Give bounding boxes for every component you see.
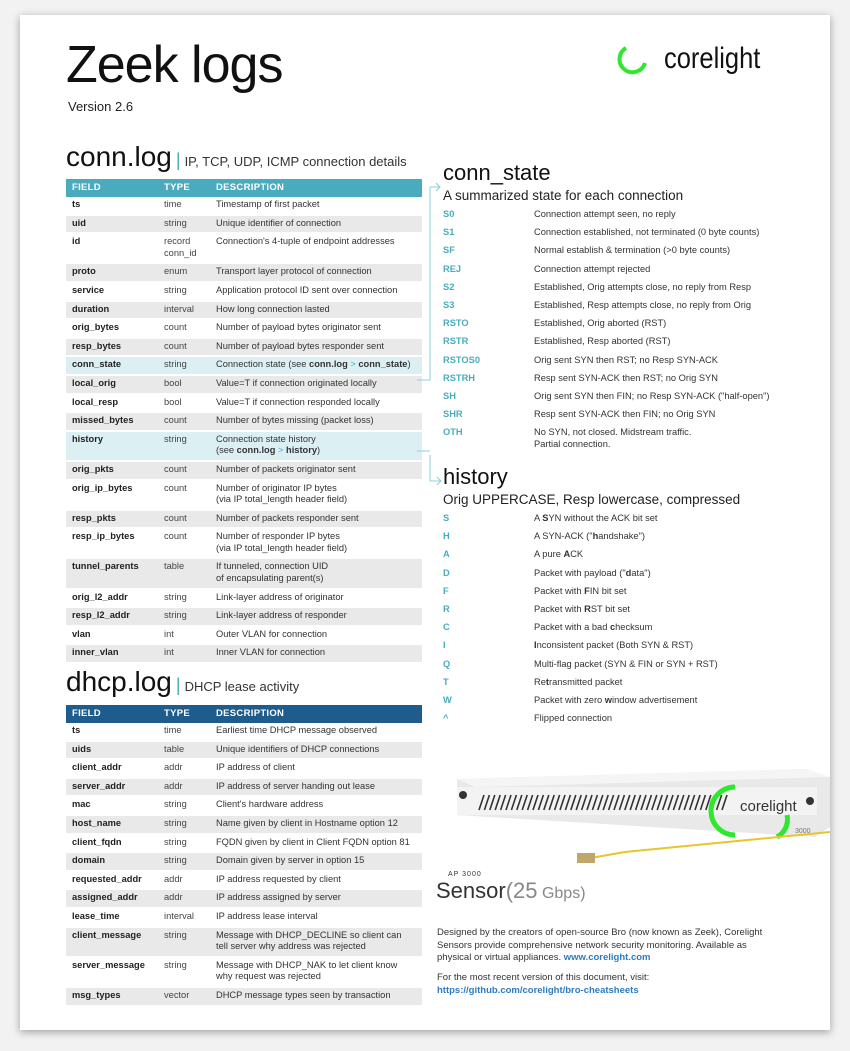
ref-field: conn_state (358, 359, 408, 370)
field-type: count (158, 528, 210, 558)
history-description: A SYN-ACK ("handshake") (534, 531, 645, 542)
table-row (66, 834, 422, 853)
field-name: resp_ip_bytes (66, 528, 158, 558)
field-name: resp_l2_addr (66, 607, 158, 626)
field-name: requested_addr (66, 871, 158, 890)
field-description: IP address of client (210, 759, 422, 778)
table-row (66, 815, 422, 834)
table-row (66, 759, 422, 778)
history-item (443, 639, 823, 657)
table-row (66, 607, 422, 626)
ref-log: conn.log (236, 445, 276, 456)
blurb-text: Designed by the creators of open-source Bro (now known as Zeek), Corelight Sensors provide comprehensive network security monitoring. Available as physical or virtual appliances. (437, 927, 763, 963)
history-section (443, 464, 823, 730)
cheatsheet-page (20, 15, 830, 1030)
field-type: time (158, 197, 210, 215)
field-description: Message with DHCP_DECLINE so client can tell server why address was rejected (210, 927, 422, 957)
history-code: T (443, 676, 449, 687)
divider: | (175, 675, 181, 695)
field-name: service (66, 282, 158, 301)
history-description: Packet with RST bit set (534, 603, 630, 614)
history-item (443, 512, 823, 530)
col-field: FIELD (66, 705, 158, 723)
field-name: client_fqdn (66, 834, 158, 853)
field-type: string (158, 356, 210, 375)
table-row (66, 796, 422, 815)
table-row (66, 778, 422, 797)
field-description: Outer VLAN for connection (210, 626, 422, 645)
history-title: history (443, 464, 508, 489)
table-row (66, 263, 422, 282)
sensor-speed-unit: Gbps) (537, 885, 586, 902)
history-item (443, 585, 823, 603)
mnemonic-letter: I (534, 640, 537, 651)
field-type: string (158, 796, 210, 815)
corelight-logo (616, 42, 777, 76)
ref-arrow: > (275, 445, 287, 456)
version-label: Version 2.6 (68, 99, 134, 114)
state-description: Orig sent SYN then RST; no Resp SYN-ACK (534, 354, 718, 365)
state-code: SF (443, 245, 455, 256)
field-description: Earliest time DHCP message observed (210, 723, 422, 741)
history-code: H (443, 531, 450, 542)
mnemonic-letter: F (584, 585, 590, 596)
conn-state-item (443, 372, 823, 390)
product-blurb (437, 927, 767, 965)
dhcp-log-table (66, 705, 422, 1007)
state-description: Resp sent SYN-ACK then RST; no Orig SYN (534, 372, 718, 383)
device-label: corelight (740, 798, 797, 815)
table-row (66, 871, 422, 890)
connector-lines (415, 155, 445, 475)
field-type: string (158, 815, 210, 834)
state-description: Established, Orig aborted (RST) (534, 318, 667, 329)
table-row (66, 412, 422, 431)
history-item (443, 530, 823, 548)
sensor-appliance-image (435, 757, 830, 869)
field-type: addr (158, 759, 210, 778)
field-type: table (158, 558, 210, 588)
mnemonic-letter: d (625, 567, 632, 578)
field-description: Number of originator IP bytes (via IP total_length header field) (210, 480, 422, 510)
field-name: ts (66, 723, 158, 741)
field-name: duration (66, 301, 158, 320)
field-description: IP address assigned by server (210, 889, 422, 908)
field-description: Application protocol ID sent over connection (210, 282, 422, 301)
field-type: addr (158, 871, 210, 890)
conn-log-title: conn.log (66, 141, 172, 172)
mnemonic-letter: t (545, 676, 549, 687)
field-type: string (158, 852, 210, 871)
field-name: id (66, 233, 158, 263)
state-description: Established, Resp aborted (RST) (534, 336, 671, 347)
history-item (443, 658, 823, 676)
history-description: Packet with FIN bit set (534, 585, 627, 596)
table-row (66, 215, 422, 234)
table-row (66, 741, 422, 760)
table-row (66, 233, 422, 263)
history-item (443, 694, 823, 712)
field-type: string (158, 607, 210, 626)
field-type: interval (158, 908, 210, 927)
field-name: client_message (66, 927, 158, 957)
conn-state-title: conn_state (443, 160, 551, 185)
field-type: count (158, 338, 210, 357)
history-description: A SYN without the ACK bit set (534, 513, 658, 523)
table-row (66, 431, 422, 461)
field-type: string (158, 282, 210, 301)
field-description: Inner VLAN for connection (210, 644, 422, 663)
field-description: Value=T if connection originated locally (210, 375, 422, 394)
table-row (66, 626, 422, 645)
field-type: string (158, 927, 210, 957)
col-description: DESCRIPTION (210, 705, 422, 723)
state-code: RSTO (443, 318, 469, 329)
conn-state-item (443, 408, 823, 426)
field-description: Message with DHCP_NAK to let client know why request was rejected (210, 957, 422, 987)
history-description: Packet with a bad checksum (534, 622, 653, 633)
sensor-name: Sensor (436, 878, 506, 903)
latest-text: For the most recent version of this document, visit: (437, 972, 650, 983)
table-row (66, 558, 422, 588)
field-description: Timestamp of first packet (210, 197, 422, 215)
history-description: Packet with zero window advertisement (534, 694, 698, 705)
field-type: enum (158, 263, 210, 282)
field-description: Connection state (see conn.log > conn_state) (210, 356, 422, 375)
history-code: Q (443, 658, 451, 669)
sensor-title (436, 871, 586, 906)
field-type: record conn_id (158, 233, 210, 263)
field-type: string (158, 834, 210, 853)
field-type: string (158, 215, 210, 234)
field-name: domain (66, 852, 158, 871)
history-item (443, 712, 823, 730)
field-description: Name given by client in Hostname option 12 (210, 815, 422, 834)
field-name: client_addr (66, 759, 158, 778)
field-description: IP address lease interval (210, 908, 422, 927)
field-description: Unique identifiers of DHCP connections (210, 741, 422, 760)
state-code: RSTR (443, 336, 469, 347)
table-row (66, 889, 422, 908)
field-description: Connection's 4-tuple of endpoint addresses (210, 233, 422, 263)
field-description: Connection state history (see conn.log > history) (210, 431, 422, 461)
conn-state-section (443, 160, 823, 450)
field-description: Domain given by server in option 15 (210, 852, 422, 871)
conn-state-item (443, 354, 823, 372)
dhcp-log-subtitle: DHCP lease activity (184, 679, 300, 694)
mnemonic-letter: S (542, 513, 549, 523)
field-name: orig_l2_addr (66, 589, 158, 608)
table-row (66, 375, 422, 394)
field-description: Number of packets originator sent (210, 461, 422, 480)
field-description: Unique identifier of connection (210, 215, 422, 234)
col-type: TYPE (158, 705, 210, 723)
state-description: Normal establish & termination (>0 byte counts) (534, 245, 731, 256)
field-name: uid (66, 215, 158, 234)
table-row (66, 394, 422, 413)
state-code: S1 (443, 227, 455, 238)
field-name: server_addr (66, 778, 158, 797)
field-type: string (158, 589, 210, 608)
field-type: int (158, 644, 210, 663)
dhcp-log-heading (66, 665, 299, 704)
field-name: inner_vlan (66, 644, 158, 663)
mnemonic-letter: R (584, 603, 591, 614)
field-description: DHCP message types seen by transaction (210, 987, 422, 1006)
field-name: orig_ip_bytes (66, 480, 158, 510)
state-description: Established, Orig attempts close, no reply from Resp (534, 281, 752, 292)
page-title: Zeek logs (66, 36, 283, 94)
latest-version-note (437, 972, 777, 997)
history-code: F (443, 585, 449, 596)
conn-state-item (443, 263, 823, 281)
conn-log-heading (66, 140, 407, 179)
table-row (66, 480, 422, 510)
history-description: Flipped connection (534, 713, 613, 724)
device-model: 3000 (795, 828, 811, 835)
table-row (66, 356, 422, 375)
history-item (443, 621, 823, 639)
conn-state-item (443, 335, 823, 353)
table-row (66, 301, 422, 320)
field-type: string (158, 957, 210, 987)
field-name: proto (66, 263, 158, 282)
field-name: ts (66, 197, 158, 215)
field-type: interval (158, 301, 210, 320)
field-description: Client's hardware address (210, 796, 422, 815)
table-row (66, 589, 422, 608)
field-name: tunnel_parents (66, 558, 158, 588)
field-name: lease_time (66, 908, 158, 927)
mnemonic-letter: w (604, 694, 613, 705)
field-name: vlan (66, 626, 158, 645)
field-description: Value=T if connection responded locally (210, 394, 422, 413)
history-description: Multi-flag packet (SYN & FIN or SYN + RST) (534, 658, 718, 669)
field-name: uids (66, 741, 158, 760)
field-name: orig_bytes (66, 319, 158, 338)
conn-state-item (443, 390, 823, 408)
sensor-speed: (25 (505, 878, 538, 903)
field-name: mac (66, 796, 158, 815)
field-description: Number of responder IP bytes (via IP total_length header field) (210, 528, 422, 558)
field-type: count (158, 510, 210, 529)
history-description: Inconsistent packet (Both SYN & RST) (534, 640, 694, 651)
col-description: DESCRIPTION (210, 179, 422, 197)
field-name: msg_types (66, 987, 158, 1006)
table-row (66, 927, 422, 957)
mnemonic-letter: A (563, 549, 571, 560)
table-row (66, 319, 422, 338)
state-code: REJ (443, 263, 462, 274)
table-row (66, 987, 422, 1006)
conn-log-table (66, 179, 422, 664)
history-code: S (443, 513, 450, 523)
field-name: assigned_addr (66, 889, 158, 908)
field-description: IP address of server handing out lease (210, 778, 422, 797)
field-description: Number of payload bytes responder sent (210, 338, 422, 357)
state-code: S3 (443, 299, 455, 310)
ref-field: history (286, 445, 318, 456)
table-row (66, 852, 422, 871)
field-type: count (158, 480, 210, 510)
field-name: resp_pkts (66, 510, 158, 529)
state-description: Connection attempt seen, no reply (534, 209, 676, 219)
history-code: A (443, 549, 450, 560)
field-type: addr (158, 778, 210, 797)
state-description: Established, Resp attempts close, no reply from Orig (534, 299, 752, 310)
conn-state-item (443, 226, 823, 244)
field-type: bool (158, 375, 210, 394)
col-type: TYPE (158, 179, 210, 197)
logo-text: corelight (664, 42, 761, 75)
table-row (66, 197, 422, 215)
table-row (66, 723, 422, 741)
state-code: S0 (443, 209, 455, 219)
state-code: RSTRH (443, 372, 476, 383)
field-description: Number of packets responder sent (210, 510, 422, 529)
state-code: SH (443, 390, 456, 401)
history-code: I (443, 640, 446, 651)
dhcp-log-title: dhcp.log (66, 666, 172, 697)
state-code: RSTOS0 (443, 354, 481, 365)
history-code: ^ (443, 713, 449, 724)
history-item (443, 603, 823, 621)
field-name: orig_pkts (66, 461, 158, 480)
history-description: Packet with payload ("data") (534, 567, 651, 578)
field-description: Number of payload bytes originator sent (210, 319, 422, 338)
field-name: server_message (66, 957, 158, 987)
conn-state-item (443, 244, 823, 262)
field-description: If tunneled, connection UID of encapsulating parent(s) (210, 558, 422, 588)
state-description: Resp sent SYN-ACK then FIN; no Orig SYN (534, 409, 716, 420)
ref-log: conn.log (309, 359, 348, 370)
conn-state-item (443, 208, 823, 226)
mnemonic-letter: h (592, 531, 599, 542)
corelight-ring-icon (616, 42, 650, 76)
state-description: Orig sent SYN then FIN; no Resp SYN-ACK ("half-open") (534, 390, 770, 401)
state-description: No SYN, not closed. Midstream traffic. Partial connection. (534, 427, 692, 450)
table-row (66, 282, 422, 301)
model-label: AP 3000 (448, 871, 482, 878)
field-type: count (158, 319, 210, 338)
table-row (66, 528, 422, 558)
field-description: Number of bytes missing (packet loss) (210, 412, 422, 431)
field-type: addr (158, 889, 210, 908)
field-type: count (158, 412, 210, 431)
field-type: string (158, 431, 210, 461)
field-type: int (158, 626, 210, 645)
mnemonic-letter: c (609, 622, 616, 633)
table-row (66, 644, 422, 663)
field-description: Transport layer protocol of connection (210, 263, 422, 282)
state-code: SHR (443, 409, 463, 420)
conn-state-item (443, 426, 823, 450)
field-name: host_name (66, 815, 158, 834)
field-description: How long connection lasted (210, 301, 422, 320)
state-description: Connection established, not terminated (0 byte counts) (534, 227, 760, 238)
field-type: time (158, 723, 210, 741)
field-name: local_orig (66, 375, 158, 394)
conn-state-subtitle: A summarized state for each connection (443, 188, 684, 203)
field-type: vector (158, 987, 210, 1006)
col-field: FIELD (66, 179, 158, 197)
state-code: OTH (443, 427, 463, 438)
table-row (66, 338, 422, 357)
field-type: table (158, 741, 210, 760)
field-name: resp_bytes (66, 338, 158, 357)
field-type: bool (158, 394, 210, 413)
state-code: S2 (443, 281, 455, 292)
field-description: Link-layer address of responder (210, 607, 422, 626)
field-description: IP address requested by client (210, 871, 422, 890)
state-description: Connection attempt rejected (534, 263, 651, 274)
github-link[interactable]: https://github.com/corelight/bro-cheatsheets (437, 984, 639, 996)
history-item (443, 548, 823, 566)
history-item (443, 567, 823, 585)
history-item (443, 676, 823, 694)
history-code: C (443, 622, 450, 633)
divider: | (175, 150, 181, 170)
field-name: conn_state (66, 356, 158, 375)
conn-state-item (443, 281, 823, 299)
ref-arrow: > (347, 359, 359, 370)
corelight-link[interactable]: www.corelight.com (563, 952, 651, 963)
table-row (66, 908, 422, 927)
history-subtitle: Orig UPPERCASE, Resp lowercase, compressed (443, 492, 741, 507)
history-code: R (443, 603, 450, 614)
table-row (66, 510, 422, 529)
field-description: Link-layer address of originator (210, 589, 422, 608)
field-name: history (66, 431, 158, 461)
table-row (66, 957, 422, 987)
history-description: Retransmitted packet (534, 676, 623, 687)
field-type: count (158, 461, 210, 480)
history-description: A pure ACK (534, 549, 584, 560)
field-name: local_resp (66, 394, 158, 413)
conn-state-item (443, 299, 823, 317)
history-code: W (443, 694, 452, 705)
conn-log-subtitle: IP, TCP, UDP, ICMP connection details (184, 154, 407, 169)
field-name: missed_bytes (66, 412, 158, 431)
field-description: FQDN given by client in Client FQDN option 81 (210, 834, 422, 853)
conn-state-item (443, 317, 823, 335)
table-row (66, 461, 422, 480)
history-code: D (443, 567, 450, 578)
